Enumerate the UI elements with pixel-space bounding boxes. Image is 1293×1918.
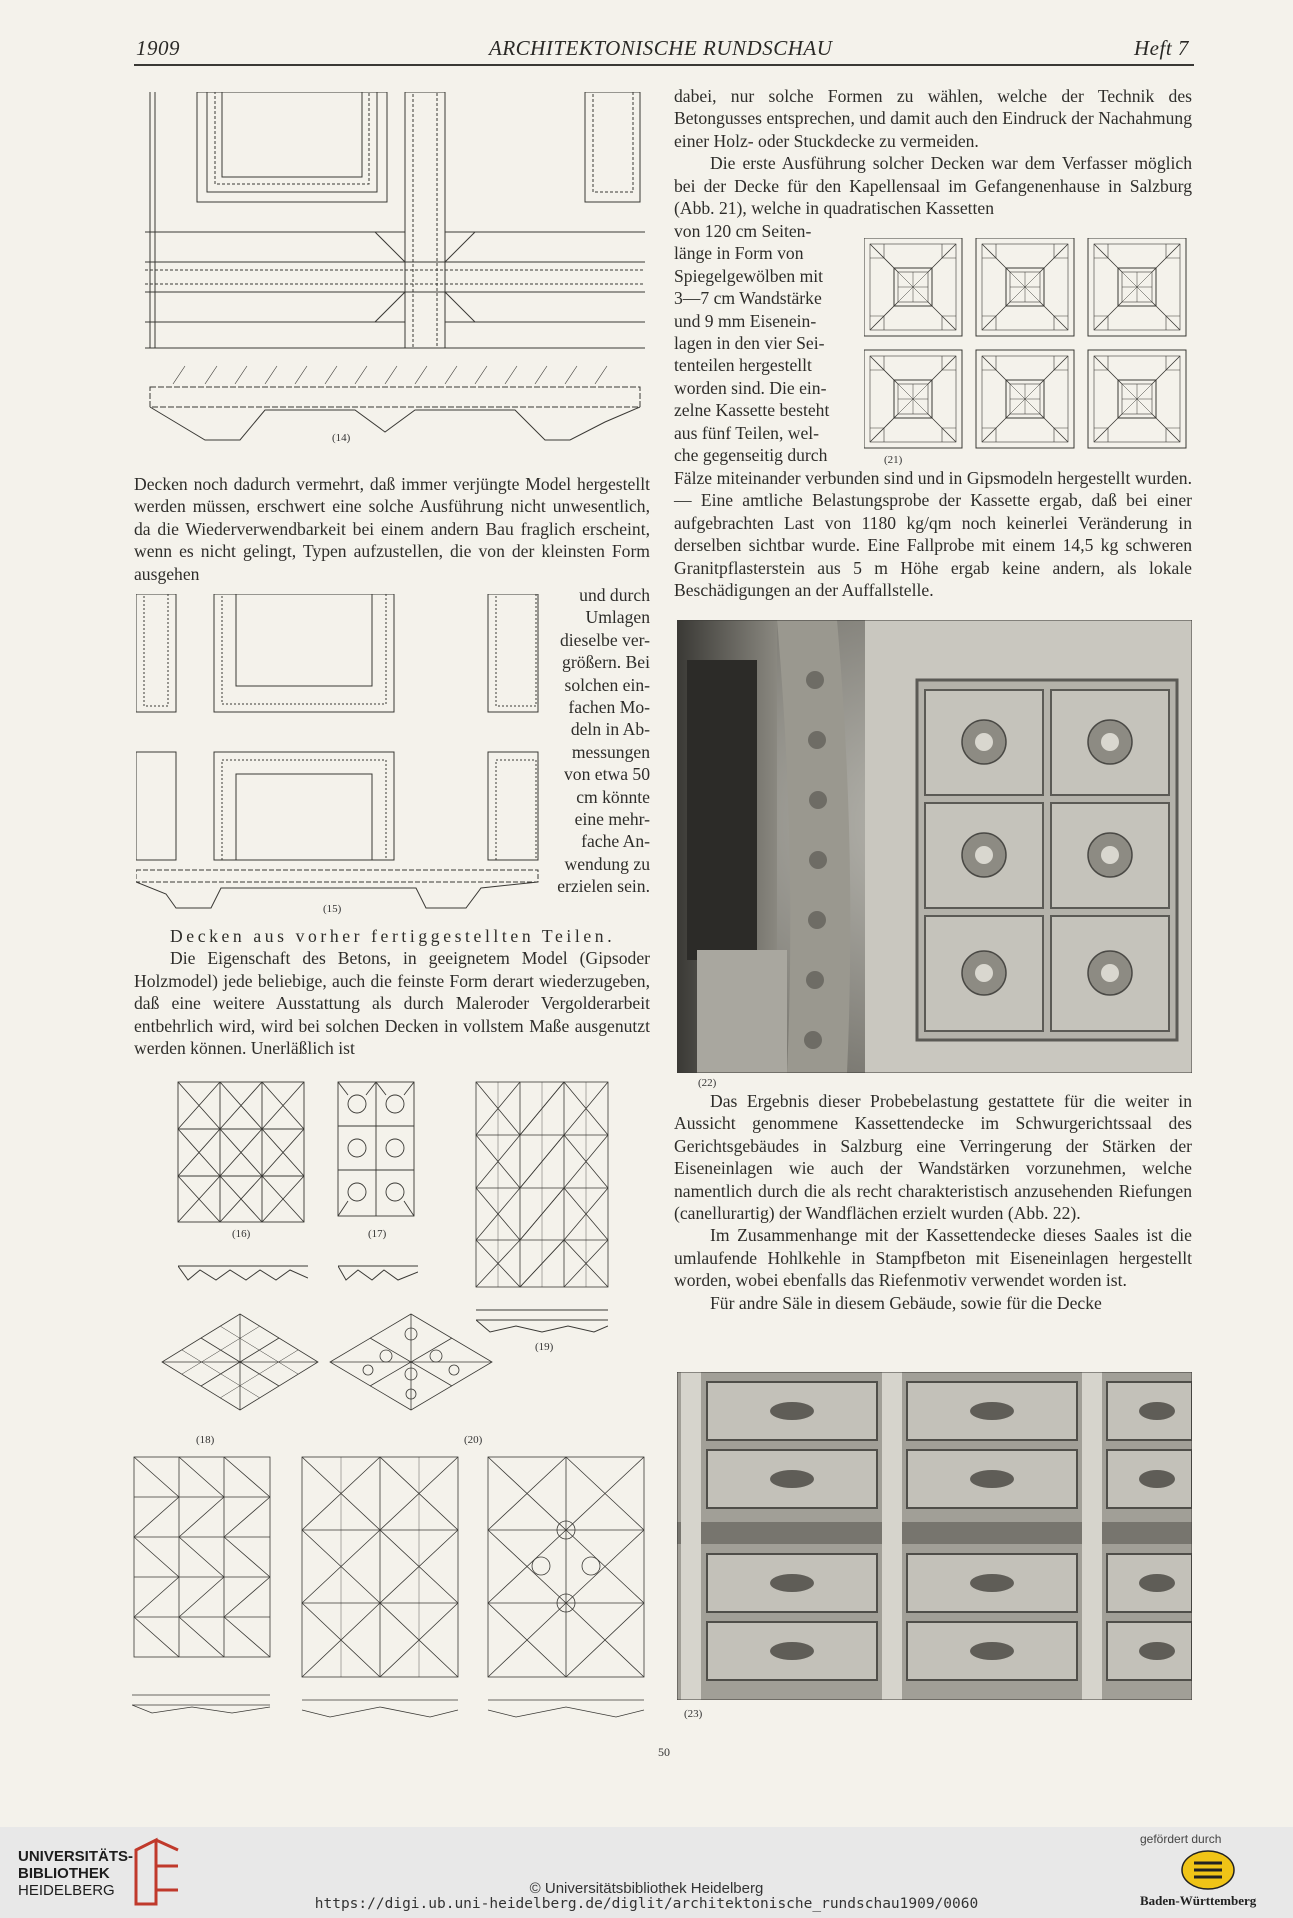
- caption-15: (15): [323, 903, 342, 915]
- funder-name: Baden-Württemberg: [1140, 1893, 1257, 1908]
- figure-19: [474, 1080, 610, 1305]
- caption-22: (22): [698, 1077, 717, 1089]
- library-line-3: HEIDELBERG: [18, 1882, 115, 1899]
- caption-18: (18): [196, 1434, 215, 1446]
- right-wrap-line: und 9 mm Eisenein-: [674, 310, 817, 331]
- figure-bottom-left: [132, 1455, 272, 1735]
- right-wrap-line: aus fünf Teilen, wel-: [674, 422, 820, 443]
- figure-15: [136, 594, 541, 914]
- right-paragraph-3: [674, 467, 1192, 601]
- caption-21: (21): [884, 454, 903, 466]
- left-wrap-line: fache An-: [581, 831, 650, 852]
- right-wrap-line: länge in Form von: [674, 243, 804, 264]
- state-coat-of-arms-icon: [1180, 1849, 1236, 1891]
- left-wrap-line: cm könnte: [576, 786, 650, 807]
- right-paragraphs-bottom: [674, 1090, 1192, 1314]
- running-header: [136, 36, 1193, 66]
- left-wrap-line: erzielen sein.: [557, 876, 650, 897]
- figure-18: [160, 1312, 320, 1412]
- library-line-2: BIBLIOTHEK: [18, 1865, 110, 1882]
- left-wrap-line: solchen ein-: [564, 674, 650, 695]
- library-line-1: UNIVERSITÄTS-: [18, 1848, 134, 1865]
- figure-21: [864, 238, 1194, 450]
- permalink-url[interactable]: https://digi.ub.uni-heidelberg.de/diglit/architektonische_rundschau1909/0060: [314, 1896, 979, 1912]
- left-wrap-line: und durch: [579, 585, 650, 605]
- right-paragraphs-top: [674, 85, 1192, 219]
- figure-bottom-middle: [300, 1455, 460, 1725]
- caption-14: (14): [332, 432, 351, 444]
- left-wrap-text: [556, 584, 650, 898]
- figure-16-section: [178, 1262, 308, 1284]
- left-wrap-line: größern. Bei: [562, 652, 650, 673]
- right-wrap-text: [674, 220, 844, 466]
- figure-17-section: [338, 1262, 418, 1284]
- photo-22: [677, 620, 1192, 1073]
- right-para-3-text: Fälze miteinander verbunden sind und in Gipsmodeln hergestellt wurden.— Eine amtliche Belastungsprobe der Kassette ergab, daß bei einer aufgebrachten Last von 1180 kg/qm noch keinerlei Veränderung in derselben sichtbar wurde. Eine Fallprobe mit einem 14,5 kg schweren Granitpflasterstein aus 5 m Höhe ergab keine andern, als lokale Beschädigungen an der Auffallstelle.: [674, 468, 1192, 601]
- left-wrap-line: wendung zu: [564, 853, 650, 874]
- right-wrap-line: che gegenseitig durch: [674, 445, 828, 466]
- left-wrap-line: Umlagen: [585, 607, 650, 628]
- figure-16: [176, 1080, 306, 1230]
- right-para-2-text: Die erste Ausführung solcher Decken war dem Verfasser möglich bei der Decke für den Kapellensaal im Gefangenenhause in Salzburg (Abb. 21), welche in quadratischen Kassetten: [674, 153, 1192, 219]
- left-para-2-text: Die Eigenschaft des Betons, in geeignetem Model (Gipsoder Holzmodel) jede beliebige, auch die feinste Form derart wiederzugeben, daß eine weitere Ausstattung als durch Maleroder Vergolderarbeit entbehrlich wird, wird bei solchen Decken in vollstem Maße ausgenutzt werden können. Unerläßlich ist: [134, 948, 650, 1059]
- left-para-1-text: Decken noch dadurch vermehrt, daß immer verjüngte Model hergestellt werden müssen, erschwert eine solche Ausführung nicht unwesentlich, da die Wiederverwendbarkeit bei einem andern Bau fraglich erscheint, wenn es nicht gelingt, Typen aufzustellen, die von der kleinsten Form ausgehen: [134, 474, 650, 584]
- left-wrap-line: dieselbe ver-: [559, 629, 650, 650]
- header-issue: Heft 7: [1134, 36, 1189, 60]
- right-para-6-text: Für andre Säle in diesem Gebäude, sowie für die Decke: [710, 1292, 1102, 1313]
- right-wrap-line: von 120 cm Seiten-: [674, 221, 812, 241]
- figure-14: [145, 92, 645, 462]
- right-para-1-text: dabei, nur solche Formen zu wählen, welche der Technik des Betongusses entsprechen, und damit auch den Eindruck der Nachahmung einer Holz- oder Stuckdecke zu vermeiden.: [674, 86, 1192, 151]
- left-wrap-line: fachen Mo-: [568, 697, 650, 718]
- caption-23: (23): [684, 1708, 703, 1720]
- funded-by-label: gefördert durch: [1140, 1832, 1222, 1846]
- header-year: 1909: [136, 36, 180, 60]
- caption-17: (17): [368, 1228, 387, 1240]
- caption-20: (20): [464, 1434, 483, 1446]
- figure-19-section: [476, 1306, 608, 1336]
- right-para-5-text: Im Zusammenhange mit der Kassettendecke dieses Saales ist die umlaufende Hohlkehle in Stampfbeton mit Eiseneinlagen hergestellt worden, wobei ebenfalls das Riefenmotiv verwendet worden ist.: [674, 1225, 1192, 1291]
- right-wrap-line: worden sind. Die ein-: [674, 377, 827, 398]
- caption-16: (16): [232, 1228, 251, 1240]
- section-heading: Decken aus vorher fertiggestellten Teilen.: [170, 926, 616, 946]
- right-wrap-line: tenteilen hergestellt: [674, 355, 812, 376]
- right-wrap-line: 3—7 cm Wandstärke: [674, 288, 822, 309]
- figure-bottom-right: [486, 1455, 646, 1725]
- left-paragraph-1: [134, 473, 650, 585]
- photo-23: [677, 1372, 1192, 1700]
- page-number: 50: [658, 1745, 670, 1759]
- left-wrap-line: von etwa 50: [564, 764, 650, 785]
- right-wrap-line: zelne Kassette besteht: [674, 400, 830, 421]
- right-wrap-line: lagen in den vier Sei-: [674, 333, 825, 354]
- figure-20: [328, 1312, 494, 1412]
- right-para-4-text: Das Ergebnis dieser Probebelastung gestattete für die weiter in Aussicht genommene Kassettendecke im Schwurgerichtssaal des Gerichtsgebäudes in Salzburg eine Verringerung der Stärken der Eiseneinlagen wie auch der Wandstärken vorzunehmen, welche namentlich durch die als recht charakteristisch anzusehenden Riefungen (canellurartig) der Wandflächen erzielt wurden (Abb. 22).: [674, 1091, 1192, 1224]
- left-wrap-line: eine mehr-: [574, 809, 650, 830]
- left-section: [134, 925, 650, 1059]
- right-wrap-line: Spiegelgewölben mit: [674, 265, 824, 286]
- left-wrap-line: deln in Ab-: [570, 719, 650, 740]
- header-rule: [134, 64, 1194, 66]
- copyright-text: © Universitätsbibliothek Heidelberg: [529, 1880, 764, 1897]
- caption-19: (19): [535, 1341, 554, 1353]
- left-wrap-line: messungen: [571, 741, 650, 762]
- figure-17: [336, 1080, 416, 1220]
- header-journal: ARCHITEKTONISCHE RUNDSCHAU: [489, 36, 833, 60]
